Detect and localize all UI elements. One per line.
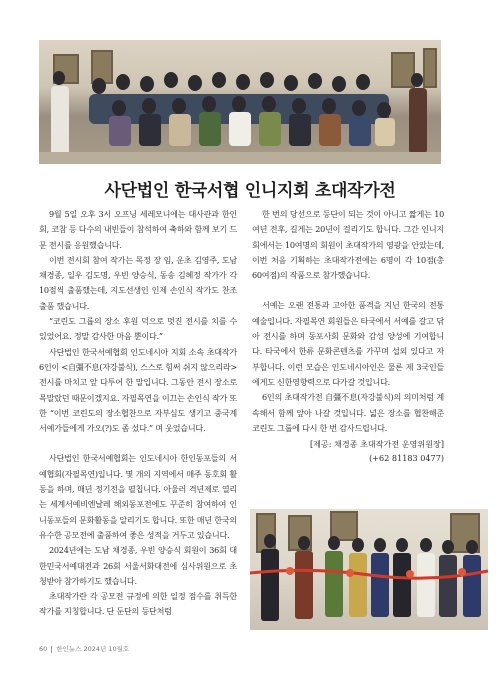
paragraph: 2024년에는 도남 채경종, 우빈 양승식 회원이 36회 대한민국서예대전과 26회 서울서화대전에 심사위원으로 초청받아 참가하기도 했습니다. <box>39 545 237 586</box>
paragraph: 초대작가란 각 공모전 규정에 의한 일정 점수를 취득한 작가를 지칭합니다. 단 둔단의 등단처럼 <box>39 591 237 617</box>
paragraph: 이번 전시회 참여 작가는 목정 장 임, 운초 김영주, 도남 채경종, 일우 김도명, 우빈 양승식, 동송 김혜정 작가가 각 10점씩 출품했는데, 지도선생인 인제 손인식 작가도 찬조출품 했습니다. <box>39 254 237 311</box>
publication-name: 한인뉴스 2024년 10월호 <box>56 645 130 653</box>
paragraph: 서예는 오랜 전통과 고아한 품격을 지닌 한국의 전통예술입니다. 자필목연 회원들은 타국에서 서예를 갈고 닦아 전시를 하며 동포사회 문화와 감성 양성에 기여합니다. 타국에서 한류 문화콘텐츠를 가꾸며 섭외 있다고 자부합니다. 이런 모습은 인도네시아인은 물론 제 3국인들에게도 신한영향력으로 다가갈 것입니다. <box>252 300 444 387</box>
group-photo <box>39 40 441 164</box>
credit-line: [제공: 채경종 초대작가전 운영위원장] <box>309 439 444 449</box>
article-headline: 사단법인 한국서협 인니지회 초대작가전 <box>104 181 396 201</box>
paragraph: 9월 5일 오후 3시 오프닝 세레모니에는 대사관과 한인회, 코참 등 다수의 내빈들이 참석하여 축하와 함께 보기 드문 전시를 응원했습니다. <box>39 209 237 250</box>
photo-credit <box>252 437 444 465</box>
page-footer <box>39 644 129 653</box>
paragraph: 사단법인 한국서예협회 인도네시아 지회 소속 초대작가 6인이 <自彊不息(자강불식), 스스로 힘써 쉬지 않으리라> 전시를 마치고 앞 다투어 한 말입니다. 그동안 전시 장소로 목말랐던 때문이겠지요. 자필목연을 이끄는 손인식 작가 또한 “이번 코린도의 장소협찬으로 자부심도 생기고 중국계 서예가들에게 가오(?)도 좀 섰다.” 며 웃었습니다. <box>39 346 237 434</box>
article-column-left <box>39 207 237 620</box>
footer-divider <box>51 646 52 653</box>
paragraph: 한 번의 당선으로 등단이 되는 것이 아니고 짧게는 10여년 전후, 길게는 20년이 걸리기도 합니다. 그간 인니지회에서는 10여명의 회원이 초대작가의 영광을 안았는데, 이번 처음 기획하는 초대작가전에는 6명이 각 10점(총 60여점)의 작품으로 참가했습니다. <box>252 209 444 281</box>
article-column-right <box>252 207 444 436</box>
credit-phone: (+62 81183 0477) <box>369 453 444 463</box>
paragraph: 사단법인 한국서예협회는 인도네시아 한인동포들의 서예협회(자필목연)입니다. 몇 개의 지역에서 매주 동호회 활동을 하며, 매년 정기전을 펼칩니다. 아울러 격년제로 열리는 세계서예비엔날레 해외동포전에도 꾸준히 참여하여 인니동포들의 문화활동을 알리기도 합니다. 또한 매년 한국의 유수한 공모전에 출품하여 좋은 성적을 거두고 있습니다. <box>39 453 237 540</box>
ribbon-cutting-people <box>250 509 488 630</box>
page-number: 60 <box>39 645 48 653</box>
group-people <box>39 40 441 164</box>
paragraph: “코린도 그룹의 장소 후원 덕으로 멋진 전시를 치를 수 있었어요. 정말 감사한 마음 뿐이다.” <box>39 316 237 342</box>
paragraph: 6인의 초대작가전 自彊不息(자강불식)의 의미처럼 계속해서 함께 앞아 나갈 것입니다. 넓은 장소를 협찬해준 코린도 그룹에 다시 한 번 감사드립니다. <box>252 392 444 433</box>
ribbon-cutting-photo <box>250 509 488 630</box>
